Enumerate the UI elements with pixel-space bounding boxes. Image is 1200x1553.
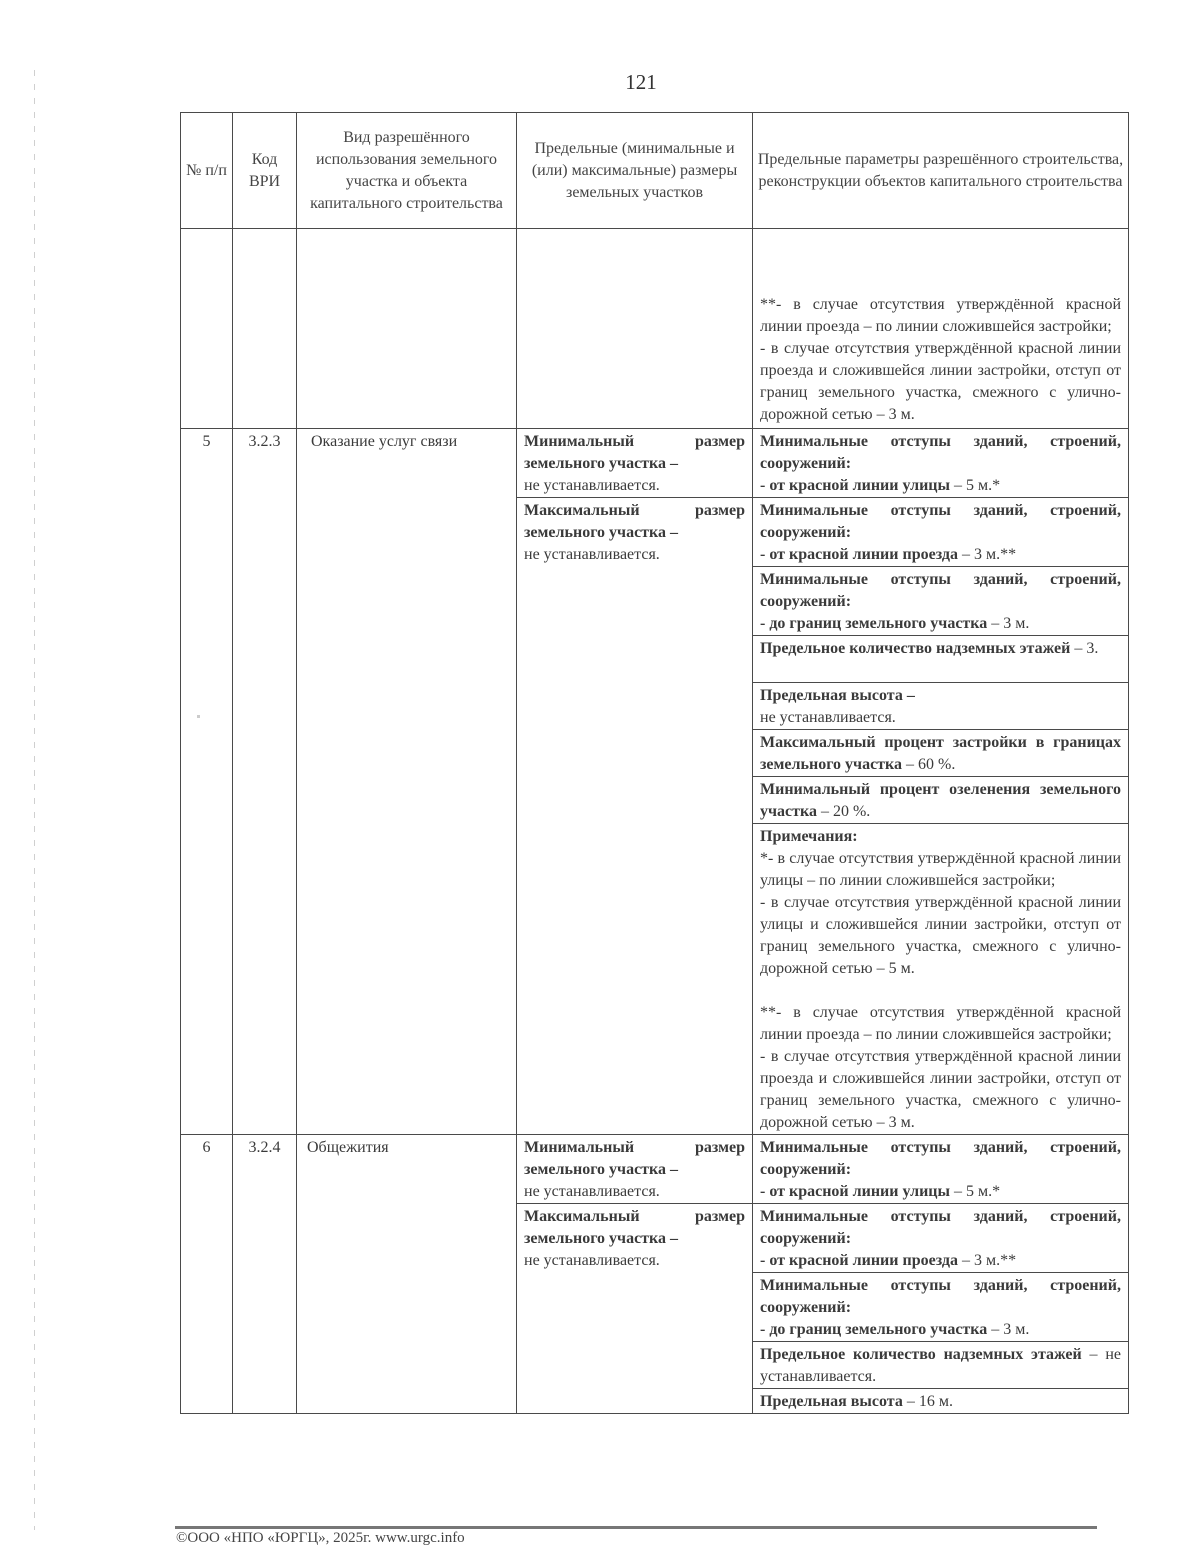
row5-param-2: Минимальные отступы зданий, строений, сооружений: - от красной линии проезда – 3 м.**: [753, 498, 1128, 567]
row5-param-7: Минимальный процент озеленения земельного участка – 20 %.: [753, 777, 1128, 824]
row6-param-5: Предельная высота – 16 м.: [760, 1393, 953, 1410]
row5-param-6: Максимальный процент застройки в границах земельного участка – 60 %.: [753, 730, 1128, 777]
row6-param-3: Минимальные отступы зданий, строений, сооружений: - до границ земельного участка – 3 м.: [753, 1273, 1128, 1342]
continuation-note-1: **- в случае отсутствия утверждённой красной линии проезда – по линии сложившейся застройки;: [760, 296, 1121, 335]
row5-note-1: *- в случае отсутствия утверждённой красной линии улицы – по линии сложившейся застройки;: [760, 850, 1121, 889]
row5-notes: Примечания: *- в случае отсутствия утверждённой красной линии улицы – по линии сложившейся застройки; - в случае отсутствия утверждённой красной линии улицы и сложившейся линии застройки, отступ от границ земельного участка, смежного с улично-дорожной сетью – 5 м. **- в случае отсутствия утверждённой красной линии проезда – по линии сложившейся застройки; - в случае отсутствия утверждённой красной линии проезда и сложившейся линии застройки, отступ от границ земельного участка, смежного с улично-дорожной сетью – 3 м.: [753, 824, 1128, 1135]
row5-param-1: Минимальные отступы зданий, строений, сооружений: - от красной линии улицы – 5 м.*: [753, 429, 1128, 498]
table-row-6: [181, 1135, 1129, 1414]
regulations-table: [180, 112, 1129, 1414]
footer-rule: [175, 1526, 1097, 1529]
row6-min-size: Минимальный размер земельного участка – не устанавливается.: [524, 1139, 745, 1200]
page-number: 121: [625, 70, 657, 94]
row6-code: 3.2.4: [248, 1139, 281, 1156]
row5-param-5: Предельная высота – не устанавливается.: [753, 683, 1128, 730]
row6-params: [753, 1135, 1128, 1413]
row5-min-size: Минимальный размер земельного участка – не устанавливается.: [524, 433, 745, 494]
row5-type: Оказание услуг связи: [311, 433, 458, 450]
row5-max-size: Максимальный размер земельного участка – не устанавливается.: [517, 497, 752, 566]
table-row-continuation: [181, 229, 1129, 429]
row5-code: 3.2.3: [248, 433, 281, 450]
row6-num: 6: [202, 1139, 211, 1156]
row6-type: Общежития: [307, 1139, 389, 1156]
header-code: Код ВРИ: [233, 113, 297, 229]
row5-note-4: - в случае отсутствия утверждённой красной линии проезда и сложившейся линии застройки, отступ от границ земельного участка, смежного с улично-дорожной сетью – 3 м.: [760, 1048, 1121, 1131]
table-header-row: [181, 113, 1129, 229]
row6-param-4: Предельное количество надземных этажей – не устанавливается.: [753, 1342, 1128, 1389]
row5-param-4: Предельное количество надземных этажей – 3.: [753, 636, 1128, 683]
row5-note-3: **- в случае отсутствия утверждённой красной линии проезда – по линии сложившейся застройки;: [760, 1004, 1121, 1043]
table-row-5: [181, 429, 1129, 1135]
header-num: № п/п: [181, 113, 233, 229]
header-size: Предельные (минимальные и (или) максимальные) размеры земельных участков: [517, 113, 753, 229]
row6-param-2: Минимальные отступы зданий, строений, сооружений: - от красной линии проезда – 3 м.**: [753, 1204, 1128, 1273]
row5-num: 5: [202, 433, 211, 450]
row6-param-1: Минимальные отступы зданий, строений, сооружений: - от красной линии улицы – 5 м.*: [753, 1135, 1128, 1204]
continuation-note-2: - в случае отсутствия утверждённой красной линии проезда и сложившейся линии застройки, отступ от границ земельного участка, смежного с улично-дорожной сетью – 3 м.: [760, 340, 1121, 423]
header-type: Вид разрешённого использования земельного участка и объекта капитального строительства: [297, 113, 517, 229]
row5-param-3: Минимальные отступы зданий, строений, сооружений: - до границ земельного участка – 3 м.: [753, 567, 1128, 636]
header-params: Предельные параметры разрешённого строительства, реконструкции объектов капитального строительства: [753, 113, 1129, 229]
row5-params: [753, 429, 1128, 1134]
row6-max-size: Максимальный размер земельного участка – не устанавливается.: [517, 1203, 752, 1272]
scan-margin-line: [34, 70, 35, 1530]
row5-note-2: - в случае отсутствия утверждённой красной линии улицы и сложившейся линии застройки, отступ от границ земельного участка, смежного с улично-дорожной сетью – 5 м.: [760, 894, 1121, 977]
footer-copyright: ©ООО «НПО «ЮРГЦ», 2025г. www.urgc.info: [176, 1530, 465, 1546]
